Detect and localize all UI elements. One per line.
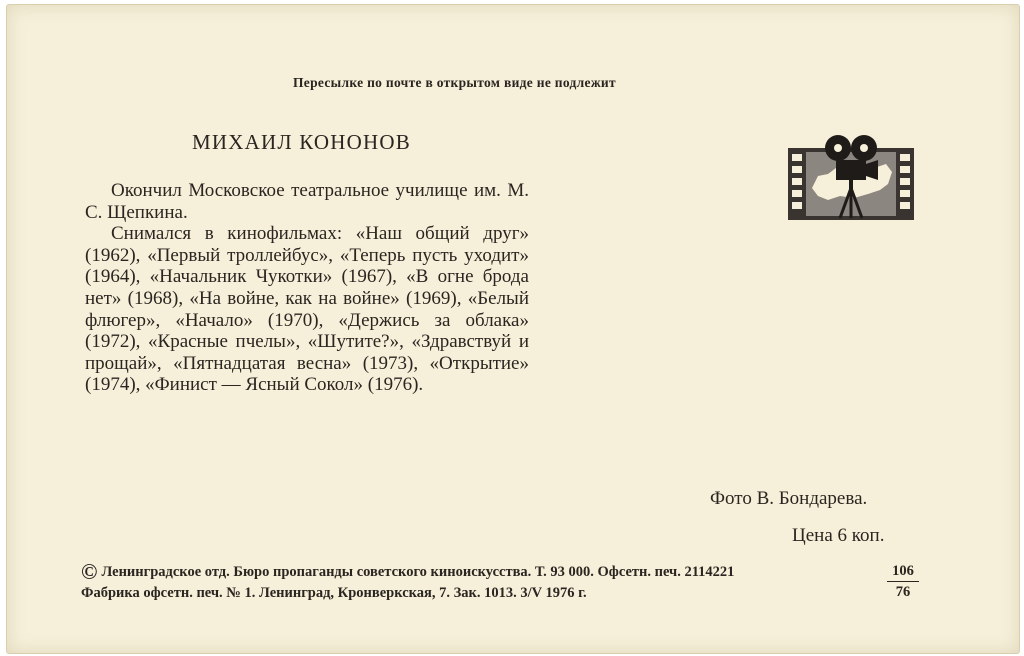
actor-name: МИХАИЛ КОНОНОВ	[192, 130, 411, 154]
postcard-back	[6, 4, 1020, 654]
order-fraction	[887, 561, 919, 602]
photo-credit: Фото В. Бондарева.	[710, 488, 868, 509]
bio-education: Окончил Московское театральное училище им. М. С. Щепкина.	[85, 180, 529, 223]
imprint-line-2: Фабрика офсетн. печ. № 1. Ленинград, Кронверкская, 7. Зак. 1013. 3/V 1976 г.	[81, 585, 587, 601]
postal-notice: Пересылке по почте в открытом виде не подлежит	[293, 75, 616, 90]
bio-filmography: Снимался в кинофильмах: «Наш общий друг» (1962), «Первый троллейбус», «Теперь пусть уходит» (1964), «Начальник Чукотки» (1967), «В огне брода нет» (1968), «На войне, как на войне» (1969), «Белый флюгер», «Начало» (1970), «Держись за облака» (1972), «Красные пчелы», «Шутите?», «Здравствуй и прощай», «Пятнадцатая весна» (1973), «Открытие» (1974), «Финист — Ясный Сокол» (1976).	[85, 223, 529, 396]
fraction-denominator: 76	[895, 584, 911, 600]
copyright-icon: ©	[81, 559, 98, 584]
price: Цена 6 коп.	[792, 525, 885, 546]
biography	[85, 180, 529, 396]
fraction-numerator: 106	[887, 561, 919, 582]
imprint-text-1: Ленинградское отд. Бюро пропаганды советского киноискусства. Т. 93 000. Офсетн. печ. 2114221	[101, 564, 735, 580]
imprint-line-1	[81, 561, 734, 583]
film-camera-ussr-map-icon	[788, 132, 914, 229]
publisher-imprint	[81, 561, 734, 604]
